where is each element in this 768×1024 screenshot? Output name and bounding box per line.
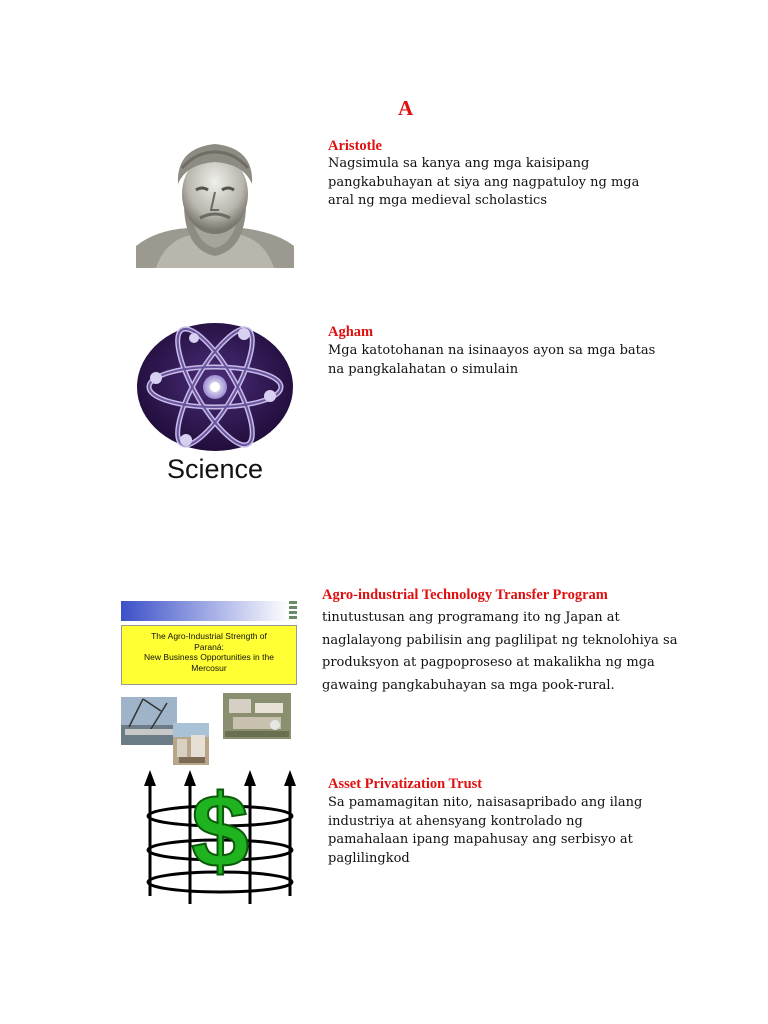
description-line: paglilingkod	[328, 850, 410, 866]
industrial-photo-collage	[121, 689, 299, 769]
description-line: Sa pamamagitan nito, naisasapribado ang ilang	[328, 795, 643, 810]
entry-description-agham	[328, 342, 655, 379]
slide-title-line: Paraná:	[194, 641, 224, 652]
entry-description-agro-industrial	[322, 607, 677, 697]
aristotle-bust-image	[136, 138, 294, 268]
slide-title-line: New Business Opportunities in the	[144, 652, 274, 662]
description-line: pamahalaan ipang mapahusay ang serbisyo at	[328, 832, 633, 847]
entry-title-asset-privatization: Asset Privatization Trust	[328, 776, 483, 792]
description-line: na pangkalahatan o simulain	[328, 361, 519, 377]
description-line: Mga katotohanan na isinaayos ayon sa mga batas	[328, 343, 656, 358]
slide-corner-graphic	[289, 601, 297, 621]
dollar-icon: $	[191, 774, 249, 890]
description-line: naglalayong pabilisin ang paglilipat ng teknolohiya sa	[322, 632, 678, 648]
entry-title-agham: Agham	[328, 324, 374, 340]
description-line: gawaing pangkabuhayan sa mga pook-rural.	[322, 677, 615, 693]
entry-title-aristotle: Aristotle	[328, 138, 382, 154]
agro-industrial-slide-image	[121, 601, 299, 767]
slide-header-bar	[121, 601, 289, 621]
science-logo-image	[136, 322, 294, 488]
atom-icon	[136, 322, 294, 452]
dollar-cage-image	[136, 770, 304, 912]
description-line: industriya at ahensyang kontrolado ng	[328, 813, 583, 829]
description-line: produksyon at pagpoproseso at makalikha ng mga	[322, 655, 655, 670]
science-logo-caption: Science	[166, 454, 264, 484]
description-line: pangkabuhayan at siya ang nagpatuloy ng mga	[328, 174, 640, 190]
section-letter: A	[398, 96, 414, 120]
entry-description-aristotle	[328, 155, 639, 211]
entry-description-asset-privatization	[328, 794, 642, 868]
slide-title-line: The Agro-Industrial Strength of	[151, 631, 267, 641]
description-line: Nagsimula sa kanya ang mga kaisipang	[328, 156, 590, 171]
description-line: tinutustusan ang programang ito ng Japan at	[322, 610, 620, 625]
slide-title-line: Mercosur	[191, 662, 227, 673]
slide-title-panel	[121, 625, 297, 685]
description-line: aral ng mga medieval scholastics	[328, 193, 548, 208]
entry-title-agro-industrial: Agro-industrial Technology Transfer Program	[322, 587, 608, 603]
